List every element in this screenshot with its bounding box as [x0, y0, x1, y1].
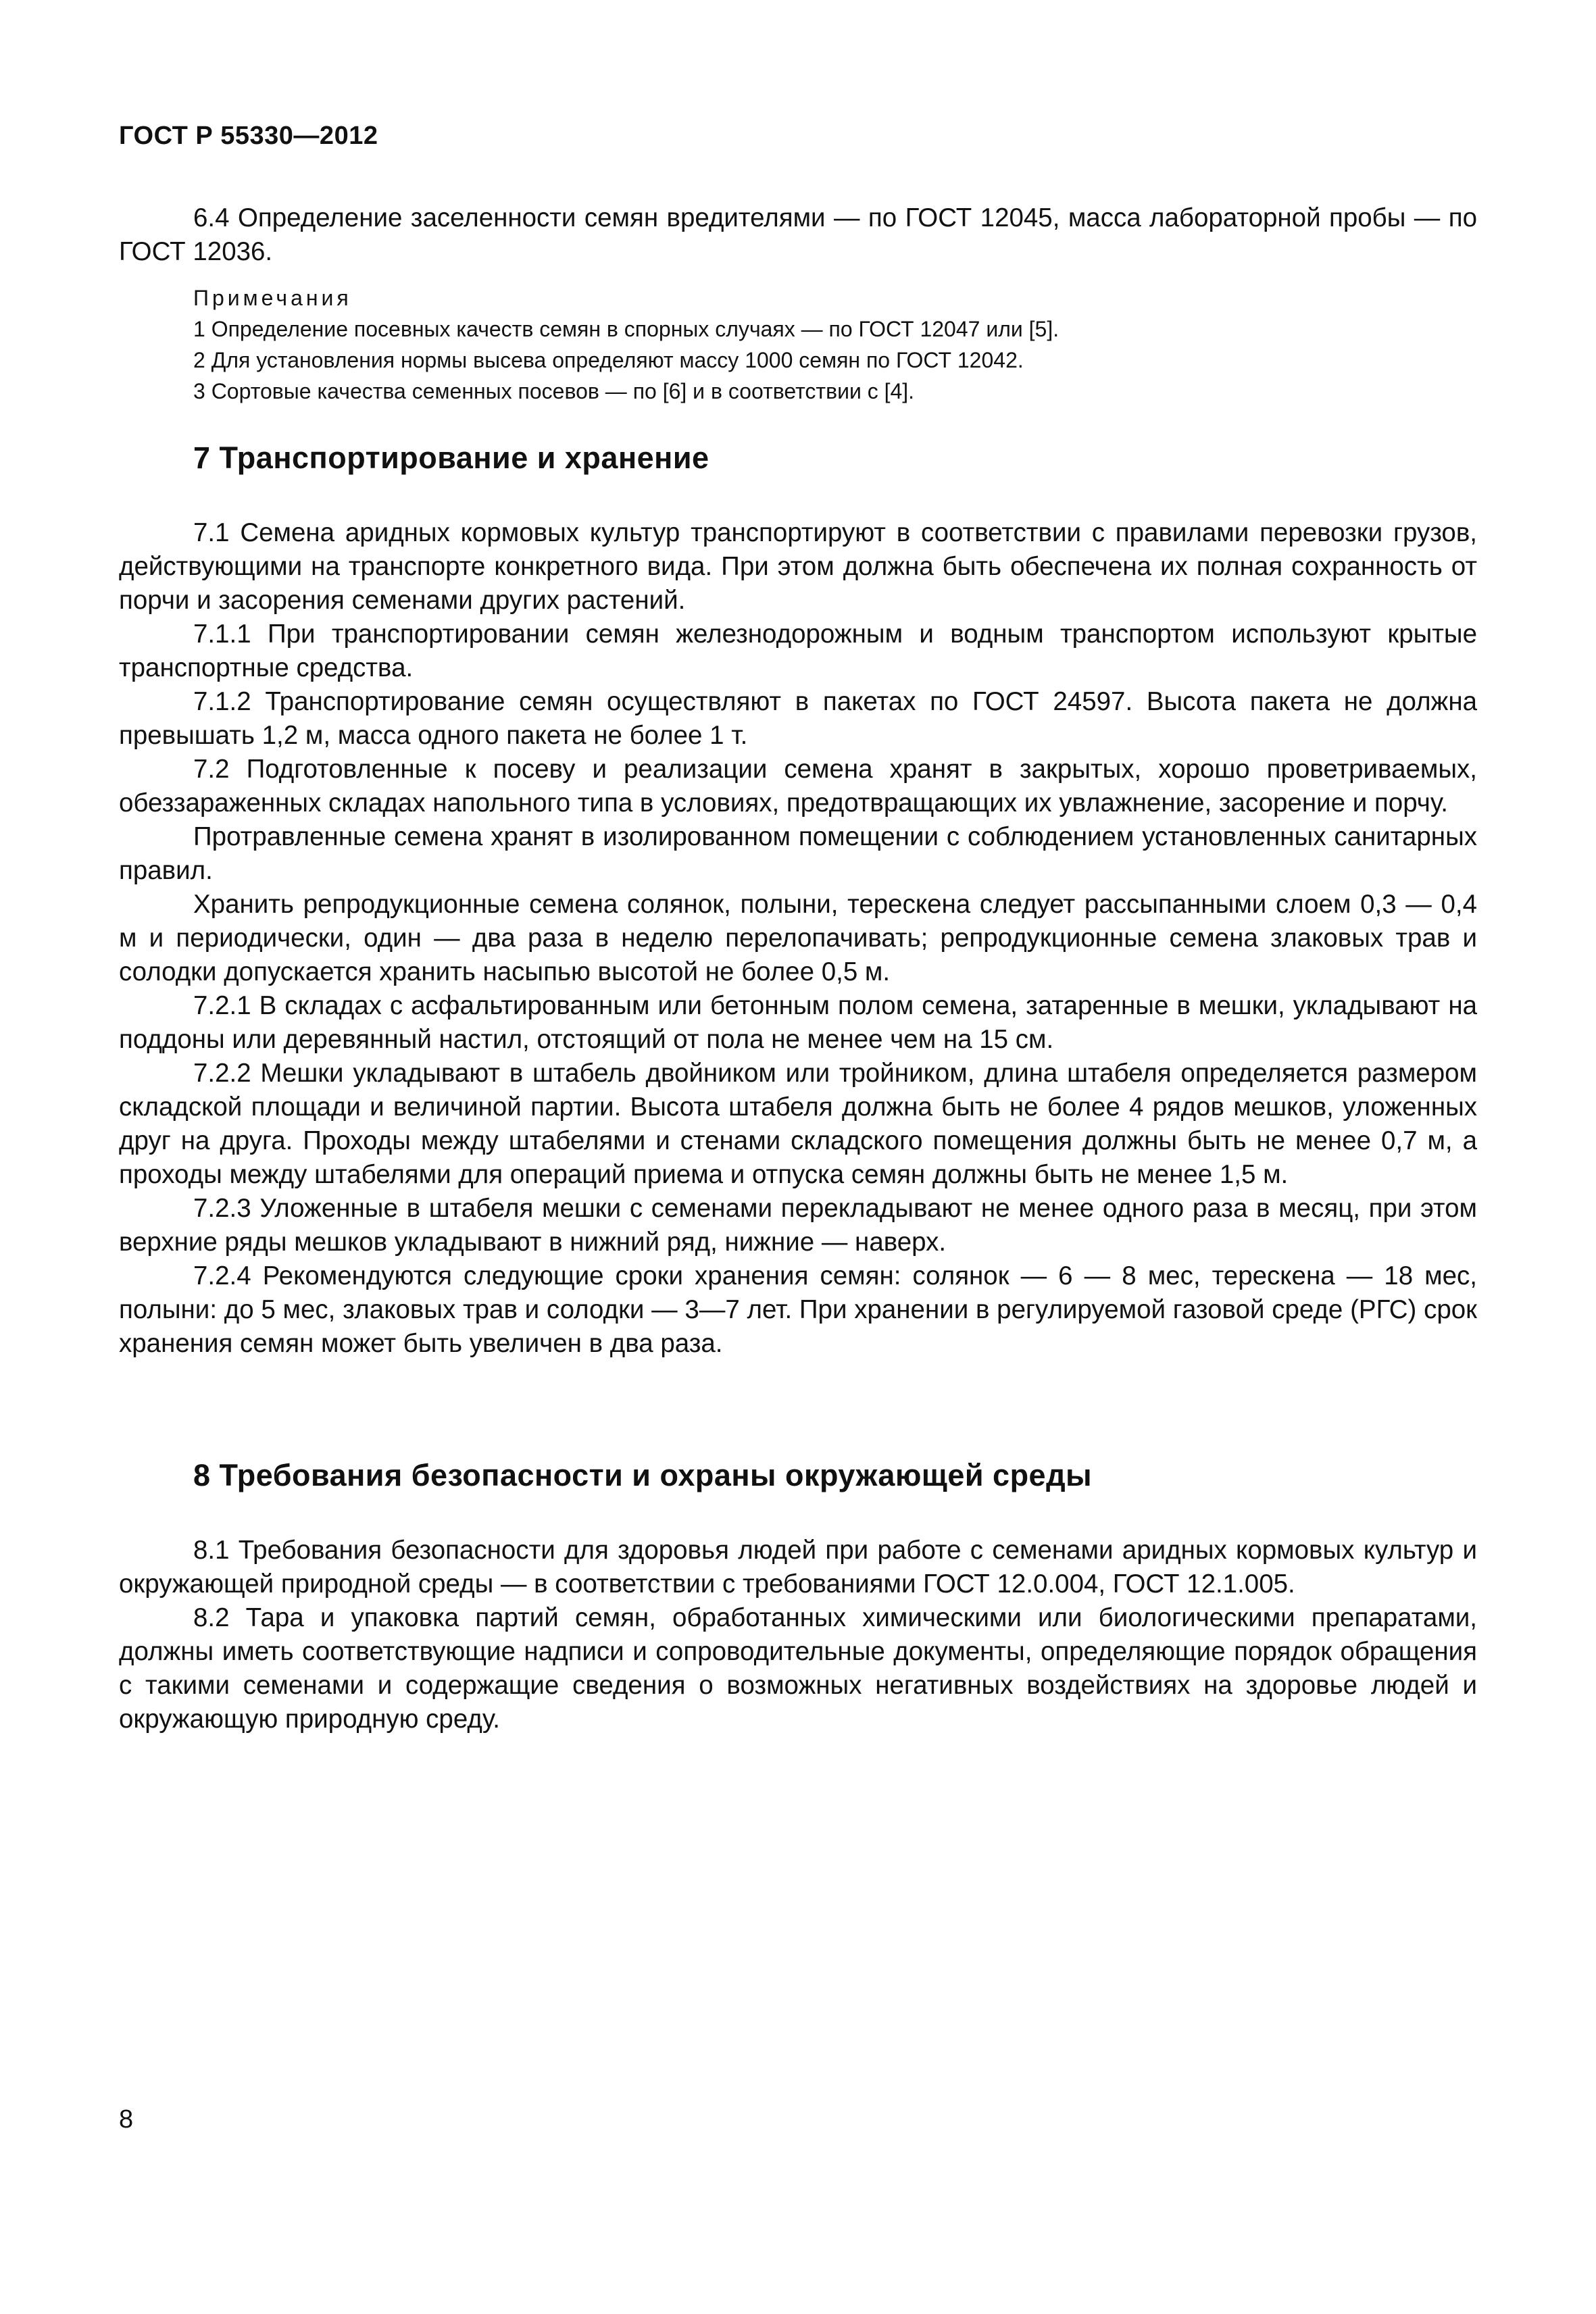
paragraph-7-1-1: 7.1.1 При транспортировании семян железнодорожным и водным транспортом используют крытые транспортные средства. [119, 620, 1477, 682]
paragraph-7-2-4: 7.2.4 Рекомендуются следующие сроки хранения семян: солянок — 6 — 8 мес, терескена — 18 мес, полыни: до 5 мес, злаковых трав и солодки — 3—7 лет. При хранении в регулируемой газовой среде (РГС) срок хранения семян может быть увеличен в два раза. [119, 1261, 1477, 1358]
section-8-body [119, 1534, 1477, 1736]
document-code-header: ГОСТ Р 55330—2012 [119, 122, 378, 150]
notes-title: Примечания [193, 286, 352, 310]
note-item-2: 2 Для установления нормы высева определяют массу 1000 семян по ГОСТ 12042. [193, 348, 1024, 372]
paragraph-7-1: 7.1 Семена аридных кормовых культур транспортируют в соответствии с правилами перевозки грузов, действующими на транспорте конкретного вида. При этом должна быть обеспечена их полная сохранность от порчи и засорения семенами других растений. [119, 518, 1477, 615]
page-number: 8 [119, 2105, 134, 2134]
section-8-title: 8 Требования безопасности и охраны окружающей среды [193, 1458, 1093, 1492]
section-7-title: 7 Транспортирование и хранение [193, 441, 709, 475]
section-7-body [119, 516, 1477, 1361]
note-item-3: 3 Сортовые качества семенных посевов — по [6] и в соответствии с [4]. [193, 379, 915, 403]
paragraph-7-2: 7.2 Подготовленные к посеву и реализации семена хранят в закрытых, хорошо проветриваемых, обеззараженных складах напольного типа в условиях, предотвращающих их увлажнение, засорение и порчу. [119, 755, 1477, 818]
paragraph-7-2-1: 7.2.1 В складах с асфальтированным или бетонным полом семена, затаренные в мешки, укладывают на поддоны или деревянный настил, отстоящий от пола не менее чем на 15 см. [119, 991, 1477, 1054]
paragraph-7-2-storage: Хранить репродукционные семена солянок, полыни, терескена следует рассыпанными слоем 0,3 — 0,4 м и периодически, один — два раза в неделю перелопачивать; репродукционные семена злаковых трав и солодки допускается хранить насыпью высотой не более 0,5 м. [119, 890, 1477, 986]
note-item-1: 1 Определение посевных качеств семян в спорных случаях — по ГОСТ 12047 или [5]. [193, 317, 1059, 341]
paragraph-6-4: 6.4 Определение заселенности семян вредителями — по ГОСТ 12045, масса лабораторной пробы — по ГОСТ 12036. [119, 203, 1477, 266]
paragraph-7-2-2: 7.2.2 Мешки укладывают в штабель двойником или тройником, длина штабеля определяется размером складской площади и величиной партии. Высота штабеля должна быть не более 4 рядов мешков, уложенных друг на друга. Проходы между штабелями и стенами складского помещения должны быть не менее 0,7 м, а проходы между штабелями для операций приема и отпуска семян должны быть не менее 1,5 м. [119, 1059, 1477, 1189]
paragraph-8-1: 8.1 Требования безопасности для здоровья людей при работе с семенами аридных кормовых культур и окружающей природной среды — в соответствии с требованиями ГОСТ 12.0.004, ГОСТ 12.1.005. [119, 1536, 1477, 1599]
paragraph-7-1-2: 7.1.2 Транспортирование семян осуществляют в пакетах по ГОСТ 24597. Высота пакета не должна превышать 1,2 м, масса одного пакета не более 1 т. [119, 687, 1477, 750]
paragraph-7-2-3: 7.2.3 Уложенные в штабеля мешки с семенами перекладывают не менее одного раза в месяц, при этом верхние ряды мешков укладывают в нижний ряд, нижние — наверх. [119, 1194, 1477, 1257]
paragraph-6-4-block [119, 201, 1477, 269]
paragraph-7-2-treated: Протравленные семена хранят в изолированном помещении с соблюдением установленных санитарных правил. [119, 822, 1477, 885]
paragraph-8-2: 8.2 Тара и упаковка партий семян, обработанных химическими или биологическими препаратами, должны иметь соответствующие надписи и сопроводительные документы, определяющие порядок обращения с такими семенами и содержащие сведения о возможных негативных воздействиях на здоровье людей и окружающую природную среду. [119, 1603, 1477, 1734]
notes-block [193, 282, 1477, 407]
